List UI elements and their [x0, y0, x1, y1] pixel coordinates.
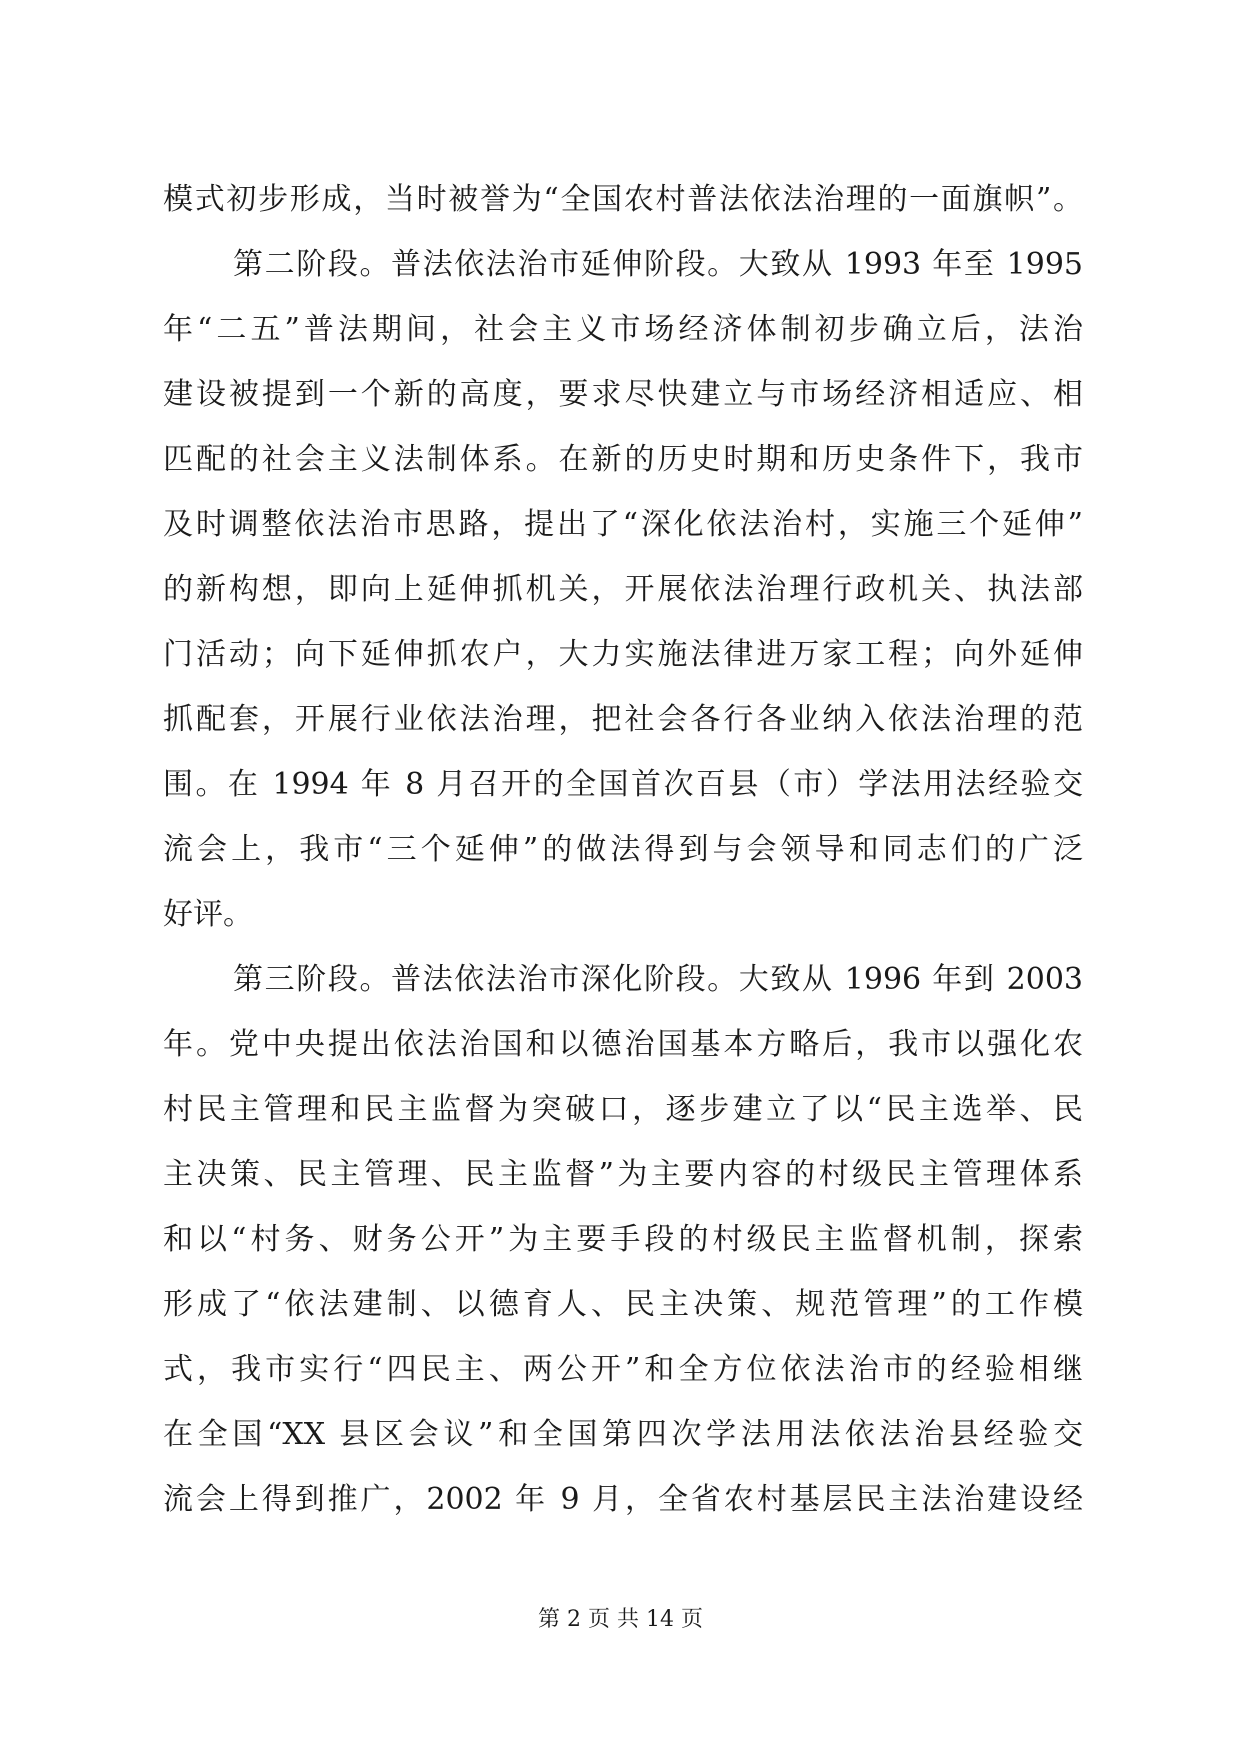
text-line: 围。在 1994 年 8 月召开的全国首次百县（市）学法用法经验交	[163, 767, 1083, 802]
text-line: 年。党中央提出依法治国和以德治国基本方略后，我市以强化农	[163, 1027, 1083, 1062]
text-line: 模式初步形成，当时被誉为“全国农村普法依法治理的一面旗帜”。	[163, 182, 1083, 217]
text-line: 建设被提到一个新的高度，要求尽快建立与市场经济相适应、相	[163, 377, 1083, 412]
text-line: 流会上，我市“三个延伸”的做法得到与会领导和同志们的广泛	[163, 832, 1083, 867]
text-line: 匹配的社会主义法制体系。在新的历史时期和历史条件下，我市	[163, 442, 1083, 477]
text-line: 抓配套，开展行业依法治理，把社会各行各业纳入依法治理的范	[163, 702, 1083, 737]
text-line: 村民主管理和民主监督为突破口，逐步建立了以“民主选举、民	[163, 1092, 1083, 1127]
text-line: 在全国“XX 县区会议”和全国第四次学法用法依法治县经验交	[163, 1417, 1083, 1452]
text-line: 第二阶段。普法依法治市延伸阶段。大致从 1993 年至 1995	[233, 247, 1083, 282]
text-line: 门活动；向下延伸抓农户，大力实施法律进万家工程；向外延伸	[163, 637, 1083, 672]
page-number-footer: 第 2 页 共 14 页	[538, 1607, 703, 1632]
text-line: 主决策、民主管理、民主监督”为主要内容的村级民主管理体系	[163, 1157, 1083, 1192]
text-line: 年“二五”普法期间，社会主义市场经济体制初步确立后，法治	[163, 312, 1083, 347]
text-line: 形成了“依法建制、以德育人、民主决策、规范管理”的工作模	[163, 1287, 1083, 1322]
text-line: 第三阶段。普法依法治市深化阶段。大致从 1996 年到 2003	[233, 962, 1083, 997]
text-line: 的新构想，即向上延伸抓机关，开展依法治理行政机关、执法部	[163, 572, 1083, 607]
text-line: 及时调整依法治市思路，提出了“深化依法治村，实施三个延伸”	[163, 507, 1083, 542]
text-line: 和以“村务、财务公开”为主要手段的村级民主监督机制，探索	[163, 1222, 1083, 1257]
text-line: 流会上得到推广，2002 年 9 月，全省农村基层民主法治建设经	[163, 1482, 1083, 1517]
text-line: 式，我市实行“四民主、两公开”和全方位依法治市的经验相继	[163, 1352, 1083, 1387]
text-line: 好评。	[163, 897, 253, 932]
